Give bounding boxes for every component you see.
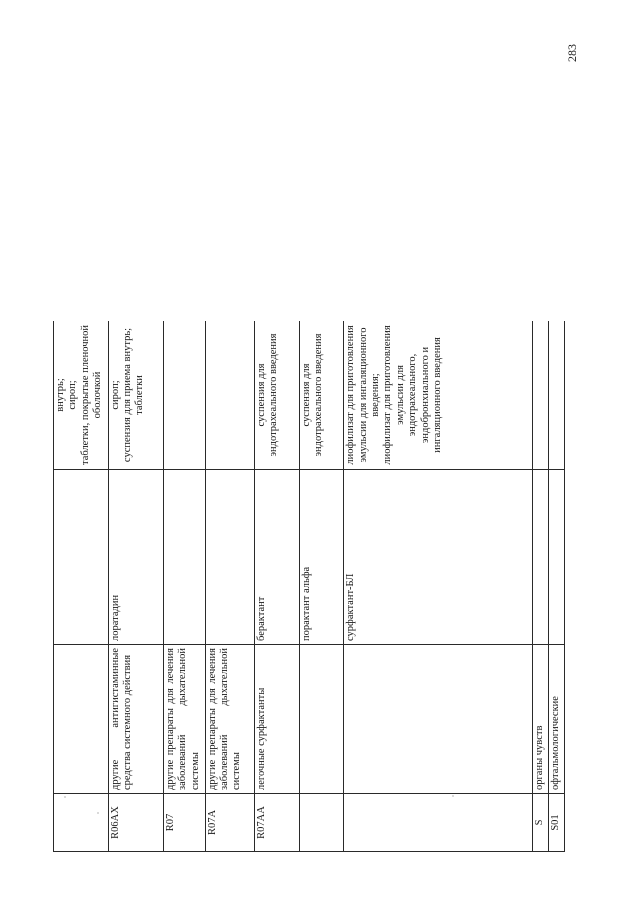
atc-code-cell: R07AA xyxy=(254,794,299,852)
dosage-form-cell: суспензия для эндотрахеального введения xyxy=(254,321,299,470)
group-name-cell: другие препараты для лечения заболеваний дыхательной системы xyxy=(163,645,205,794)
dosage-form-cell xyxy=(532,321,548,470)
scan-speck xyxy=(452,795,454,797)
drug-classification-table xyxy=(53,321,565,852)
atc-code-cell xyxy=(344,794,533,852)
inn-cell: лоратадин xyxy=(108,470,163,645)
atc-code-cell xyxy=(54,794,109,852)
dosage-form-cell: лиофилизат для приготовления эмульсии для ингаляционного введения; лиофилизат для приготовления эмульсии для эндотрахеального, эндобронхиального и ингаляционного введения xyxy=(344,321,533,470)
atc-code-cell: R06AX xyxy=(108,794,163,852)
group-name-cell xyxy=(54,645,109,794)
dosage-form-cell: внутрь; сироп; таблетки, покрытые пленочной оболочкой xyxy=(54,321,109,470)
inn-cell: берактант xyxy=(254,470,299,645)
inn-cell xyxy=(163,470,205,645)
table-row xyxy=(532,321,548,852)
table-row xyxy=(54,321,109,852)
group-name-cell xyxy=(344,645,533,794)
dosage-form-cell xyxy=(163,321,205,470)
atc-code-cell xyxy=(299,794,344,852)
group-name-cell xyxy=(299,645,344,794)
group-name-cell: офтальмологические xyxy=(548,645,564,794)
table-row xyxy=(344,321,533,852)
dosage-form-cell: сироп; суспензия для приема внутрь; таблетки xyxy=(108,321,163,470)
table-row xyxy=(548,321,564,852)
page-number: 283 xyxy=(565,44,579,62)
group-name-cell: органы чувств xyxy=(532,645,548,794)
scan-speck xyxy=(64,796,66,798)
inn-cell xyxy=(548,470,564,645)
table-row xyxy=(205,321,254,852)
inn-cell: порактант альфа xyxy=(299,470,344,645)
atc-code-cell: R07A xyxy=(205,794,254,852)
group-name-cell: легочные сурфактанты xyxy=(254,645,299,794)
inn-cell: сурфактант-БЛ xyxy=(344,470,533,645)
atc-code-cell: R07 xyxy=(163,794,205,852)
dosage-form-cell: суспензия для эндотрахеального введения xyxy=(299,321,344,470)
scan-speck xyxy=(97,812,99,814)
inn-cell xyxy=(54,470,109,645)
dosage-form-cell xyxy=(205,321,254,470)
group-name-cell: другие антигистаминные средства системного действия xyxy=(108,645,163,794)
inn-cell xyxy=(532,470,548,645)
group-name-cell: другие препараты для лечения заболеваний дыхательной системы xyxy=(205,645,254,794)
atc-code-cell: S xyxy=(532,794,548,852)
atc-code-cell: S01 xyxy=(548,794,564,852)
inn-cell xyxy=(205,470,254,645)
table-row xyxy=(108,321,163,852)
table-row xyxy=(254,321,299,852)
table-row xyxy=(163,321,205,852)
drug-table-frame xyxy=(53,321,565,852)
table-row xyxy=(299,321,344,852)
dosage-form-cell xyxy=(548,321,564,470)
